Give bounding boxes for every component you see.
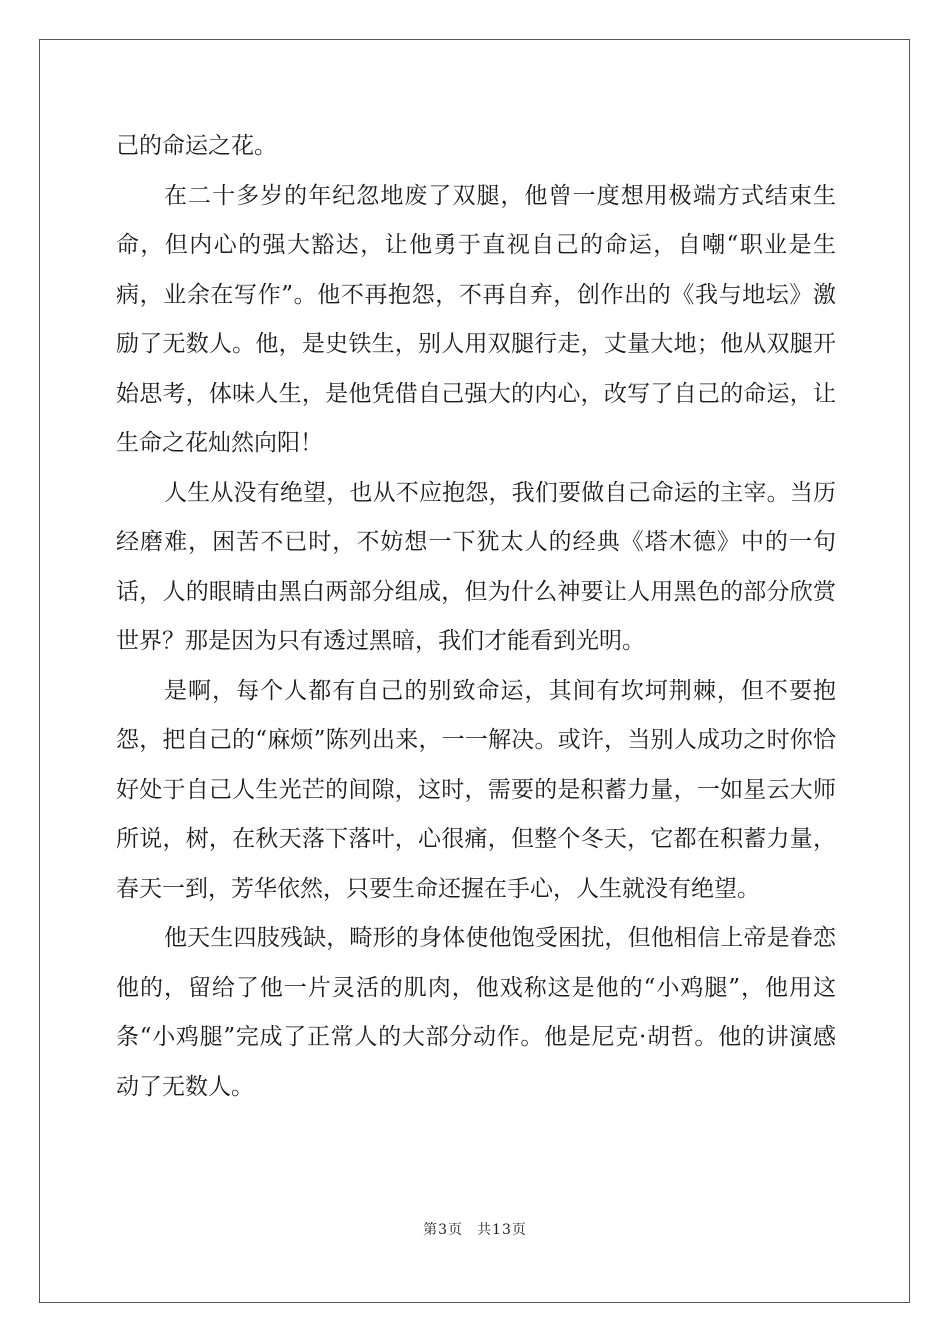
paragraph-5: 他天生四肢残缺，畸形的身体使他饱受困扰，但他相信上帝是眷恋他的，留给了他一片灵活的肌肉，他戏称这是他的“小鸡腿”，他用这条“小鸡腿”完成了正常人的大部分动作。他是尼克·胡哲。他的讲演感动了无数人。 xyxy=(116,925,836,1100)
page-footer xyxy=(0,1219,950,1239)
paragraph-2: 在二十多岁的年纪忽地废了双腿，他曾一度想用极端方式结束生命，但内心的强大豁达，让他勇于直视自己的命运，自嘲“职业是生病，业余在写作”。他不再抱怨，不再自弃，创作出的《我与地坛》激励了无数人。他，是史铁生，别人用双腿行走，丈量大地；他从双腿开始思考，体味人生，是他凭借自己强大的内心，改写了自己的命运，让生命之花灿然向阳！ xyxy=(116,182,836,456)
page-total: 共13页 xyxy=(477,1222,527,1238)
page-number: 第3页 xyxy=(423,1222,464,1238)
paragraph-4: 是啊，每个人都有自己的别致命运，其间有坎坷荆棘，但不要抱怨，把自己的“麻烦”陈列出来，一一解决。或许，当别人成功之时你恰好处于自己人生光芒的间隙，这时，需要的是积蓄力量，一如星云大师所说，树，在秋天落下落叶，心很痛，但整个冬天，它都在积蓄力量，春天一到，芳华依然，只要生命还握在手心，人生就没有绝望。 xyxy=(116,677,836,902)
document-body xyxy=(116,122,836,1112)
paragraph-1: 己的命运之花。 xyxy=(116,133,277,159)
paragraph-3: 人生从没有绝望，也从不应抱怨，我们要做自己命运的主宰。当历经磨难，困苦不已时，不妨想一下犹太人的经典《塔木德》中的一句话，人的眼睛由黑白两部分组成，但为什么神要让人用黑色的部分欣赏世界？那是因为只有透过黑暗，我们才能看到光明。 xyxy=(116,479,836,654)
